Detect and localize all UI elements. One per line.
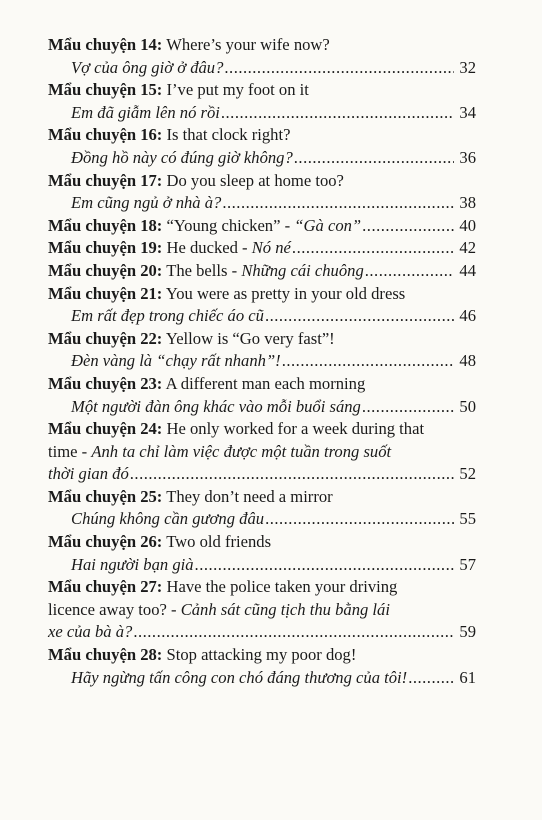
dot-leader (408, 667, 454, 690)
page-number: 61 (459, 667, 476, 687)
toc-entry-15 (48, 79, 476, 124)
toc-entry-25 (48, 486, 476, 531)
english-title: Yellow is “Go very fast”! (165, 328, 335, 348)
dot-leader (221, 102, 454, 125)
dot-leader (362, 396, 454, 419)
dot-leader (133, 621, 454, 644)
vietnamese-title-cont: thời gian đó (48, 464, 129, 484)
page-number: 48 (459, 351, 476, 371)
story-label: Mẩu chuyện 28: (48, 645, 163, 665)
vietnamese-title: Một người đàn ông khác vào mỗi buổi sáng (71, 396, 361, 416)
page-number: 44 (459, 260, 476, 280)
toc-entry-18 (48, 215, 476, 238)
english-title: The bells - (166, 260, 242, 280)
english-title: I’ve put my foot on it (166, 80, 309, 100)
page-number: 36 (459, 147, 476, 167)
story-label: Mẩu chuyện 18: (48, 215, 163, 235)
story-label: Mẩu chuyện 15: (48, 80, 163, 100)
story-label: Mẩu chuyện 27: (48, 577, 163, 597)
vietnamese-title: Những cái chuông (241, 260, 364, 280)
story-label: Mẩu chuyện 17: (48, 170, 163, 190)
english-title: “Young chicken” - (166, 215, 295, 235)
vietnamese-title: Hai người bạn già (71, 554, 194, 574)
story-label: Mẩu chuyện 25: (48, 486, 163, 506)
toc-entry-16 (48, 124, 476, 169)
dot-leader (294, 147, 454, 170)
toc-entry-27 (48, 576, 476, 644)
toc-entry-20 (48, 260, 476, 283)
story-label: Mẩu chuyện 19: (48, 238, 163, 258)
toc-entry-23 (48, 373, 476, 418)
vietnamese-title: Nó né (251, 238, 291, 258)
story-label: Mẩu chuyện 21: (48, 283, 163, 303)
toc-entry-19 (48, 237, 476, 260)
dot-leader (265, 305, 454, 328)
page-number: 42 (459, 238, 476, 258)
dot-leader (195, 554, 454, 577)
english-title: You were as pretty in your old dress (165, 283, 406, 303)
page-number: 46 (459, 306, 476, 326)
vietnamese-title: Đèn vàng là “chạy rất nhanh”! (71, 351, 281, 371)
page-number: 59 (459, 622, 476, 642)
english-title: They don’t need a mirror (166, 486, 333, 506)
english-title: He ducked - (166, 238, 252, 258)
dot-leader (292, 237, 454, 260)
dot-leader (265, 508, 454, 531)
story-label: Mẩu chuyện 26: (48, 532, 163, 552)
vietnamese-title: Em đã giẫm lên nó rồi (71, 102, 220, 122)
toc-entry-14 (48, 34, 476, 79)
vietnamese-title: Hãy ngừng tấn công con chó đáng thương của tôi! (71, 667, 408, 687)
story-label: Mẩu chuyện 23: (48, 373, 163, 393)
dot-leader (362, 215, 454, 238)
page-number: 38 (459, 193, 476, 213)
page-number: 55 (459, 509, 476, 529)
dot-leader (222, 192, 454, 215)
story-label: Mẩu chuyện 24: (48, 419, 163, 439)
story-label: Mẩu chuyện 14: (48, 35, 163, 54)
english-title: He only worked for a week during that (166, 419, 425, 439)
vietnamese-title: Vợ của ông giờ ở đâu? (71, 57, 224, 77)
english-title-cont: time - (48, 441, 92, 461)
english-title: Two old friends (166, 532, 272, 552)
dot-leader (365, 260, 454, 283)
vietnamese-title: Em cũng ngủ ở nhà à? (71, 193, 222, 213)
toc-entry-22 (48, 328, 476, 373)
english-title: Have the police taken your driving (166, 577, 398, 597)
toc-entry-17 (48, 170, 476, 215)
story-label: Mẩu chuyện 16: (48, 125, 163, 145)
toc-entry-26 (48, 531, 476, 576)
dot-leader (282, 350, 454, 373)
page-number: 40 (459, 215, 476, 235)
english-title-cont: licence away too? - (48, 599, 181, 619)
english-title: Where’s your wife now? (166, 35, 330, 54)
page-number: 50 (459, 396, 476, 416)
english-title: A different man each morning (165, 373, 366, 393)
page-number: 52 (459, 464, 476, 484)
english-title: Is that clock right? (166, 125, 291, 145)
vietnamese-title: Chúng không cần gương đâu (71, 509, 265, 529)
story-label: Mẩu chuyện 22: (48, 328, 163, 348)
page-number: 57 (459, 554, 476, 574)
toc-entry-21 (48, 283, 476, 328)
vietnamese-title: Anh ta chỉ làm việc được một tuần trong suốt (91, 441, 392, 461)
vietnamese-title: Đồng hồ này có đúng giờ không? (71, 147, 293, 167)
vietnamese-title: Cảnh sát cũng tịch thu bằng lái (180, 599, 390, 619)
page-number: 32 (459, 57, 476, 77)
page-number: 34 (459, 102, 476, 122)
vietnamese-title: Em rất đẹp trong chiếc áo cũ (71, 306, 264, 326)
vietnamese-title-cont: xe của bà à? (48, 622, 133, 642)
dot-leader (224, 57, 454, 80)
toc-entry-28 (48, 644, 476, 689)
dot-leader (130, 463, 454, 486)
english-title: Stop attacking my poor dog! (166, 645, 357, 665)
vietnamese-title: “Gà con” (294, 215, 362, 235)
toc-entry-24 (48, 418, 476, 486)
story-label: Mẩu chuyện 20: (48, 260, 163, 280)
english-title: Do you sleep at home too? (166, 170, 344, 190)
